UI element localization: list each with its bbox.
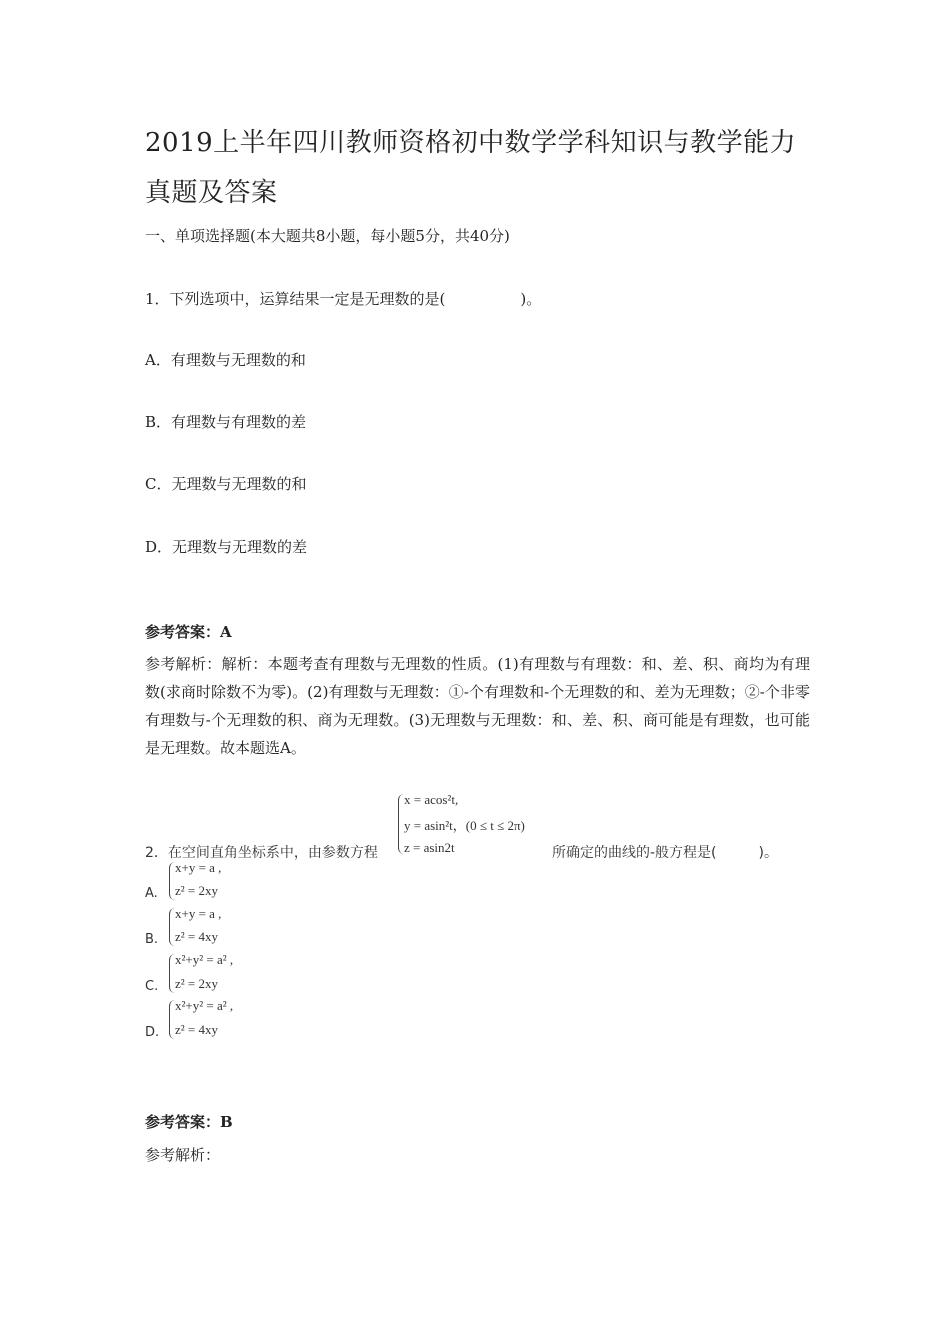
q2-option-d-eq2: z² = 4xy xyxy=(175,1022,218,1037)
q2-option-c-eq2: z² = 2xy xyxy=(175,976,218,991)
q1-option-b: B．有理数与有理数的差 xyxy=(145,413,307,431)
q2-option-c-eq1: x²+y² = a² , xyxy=(175,952,234,967)
q1-answer-value: A xyxy=(220,623,232,641)
q1-stem: 1．下列选项中，运算结果一定是无理数的是( )。 xyxy=(145,290,542,308)
q2-option-a-eq2: z² = 2xy xyxy=(175,883,218,898)
q1-option-d: D．无理数与无理数的差 xyxy=(145,538,308,556)
q1-option-a: A．有理数与无理数的和 xyxy=(145,351,306,369)
q2-option-a-label: A. xyxy=(145,886,158,901)
q2-option-b-eq1: x+y = a , xyxy=(175,906,222,921)
q1-analysis: 参考解析：解析：本题考查有理数与无理数的性质。(1)有理数与有理数：和、差、积、商均为有理数(求商时除数不为零)。(2)有理数与无理数：①-个有理数和-个无理数的和、差为无理数；②-个非零有理数与-个无理数的积、商为无理数。(3)无理数与无理数：和、差、积、商可能是有理数，也可能是无理数。故本题选A。 xyxy=(145,655,810,757)
q2-answer xyxy=(145,1112,233,1132)
q2-system-eq2: y = asin²t，(0 ≤ t ≤ 2π) xyxy=(404,818,525,833)
q2-analysis: 参考解析： xyxy=(145,1146,221,1164)
q2-option-b-label: B. xyxy=(145,932,159,947)
q1-option-c: C．无理数与无理数的和 xyxy=(145,475,307,493)
q2-option-b-eq2: z² = 4xy xyxy=(175,929,218,944)
q1-answer xyxy=(145,622,232,642)
page-title: 2019上半年四川教师资格初中数学学科知识与教学能力真题及答案 xyxy=(145,128,797,208)
q2-option-a-eq1: x+y = a , xyxy=(175,860,222,875)
section-heading: 一、单项选择题(本大题共8小题，每小题5分，共40分) xyxy=(145,227,510,245)
q2-option-d-eq1: x²+y² = a² , xyxy=(175,998,234,1013)
q2-answer-label: 参考答案： xyxy=(145,1113,221,1131)
q1-answer-label: 参考答案： xyxy=(145,623,221,641)
q2-option-c-label: C. xyxy=(145,979,159,994)
q2-stem-right: 所确定的曲线的-般方程是( )。 xyxy=(552,845,778,861)
q2-system-eq3: z = asin2t xyxy=(404,840,455,855)
q2-option-d-label: D. xyxy=(145,1025,160,1040)
q2-stem-left: 2．在空间直角坐标系中，由参数方程 xyxy=(145,845,378,861)
q2-answer-value: B xyxy=(220,1113,233,1131)
q2-system-eq1: x = acos²t, xyxy=(404,792,459,807)
